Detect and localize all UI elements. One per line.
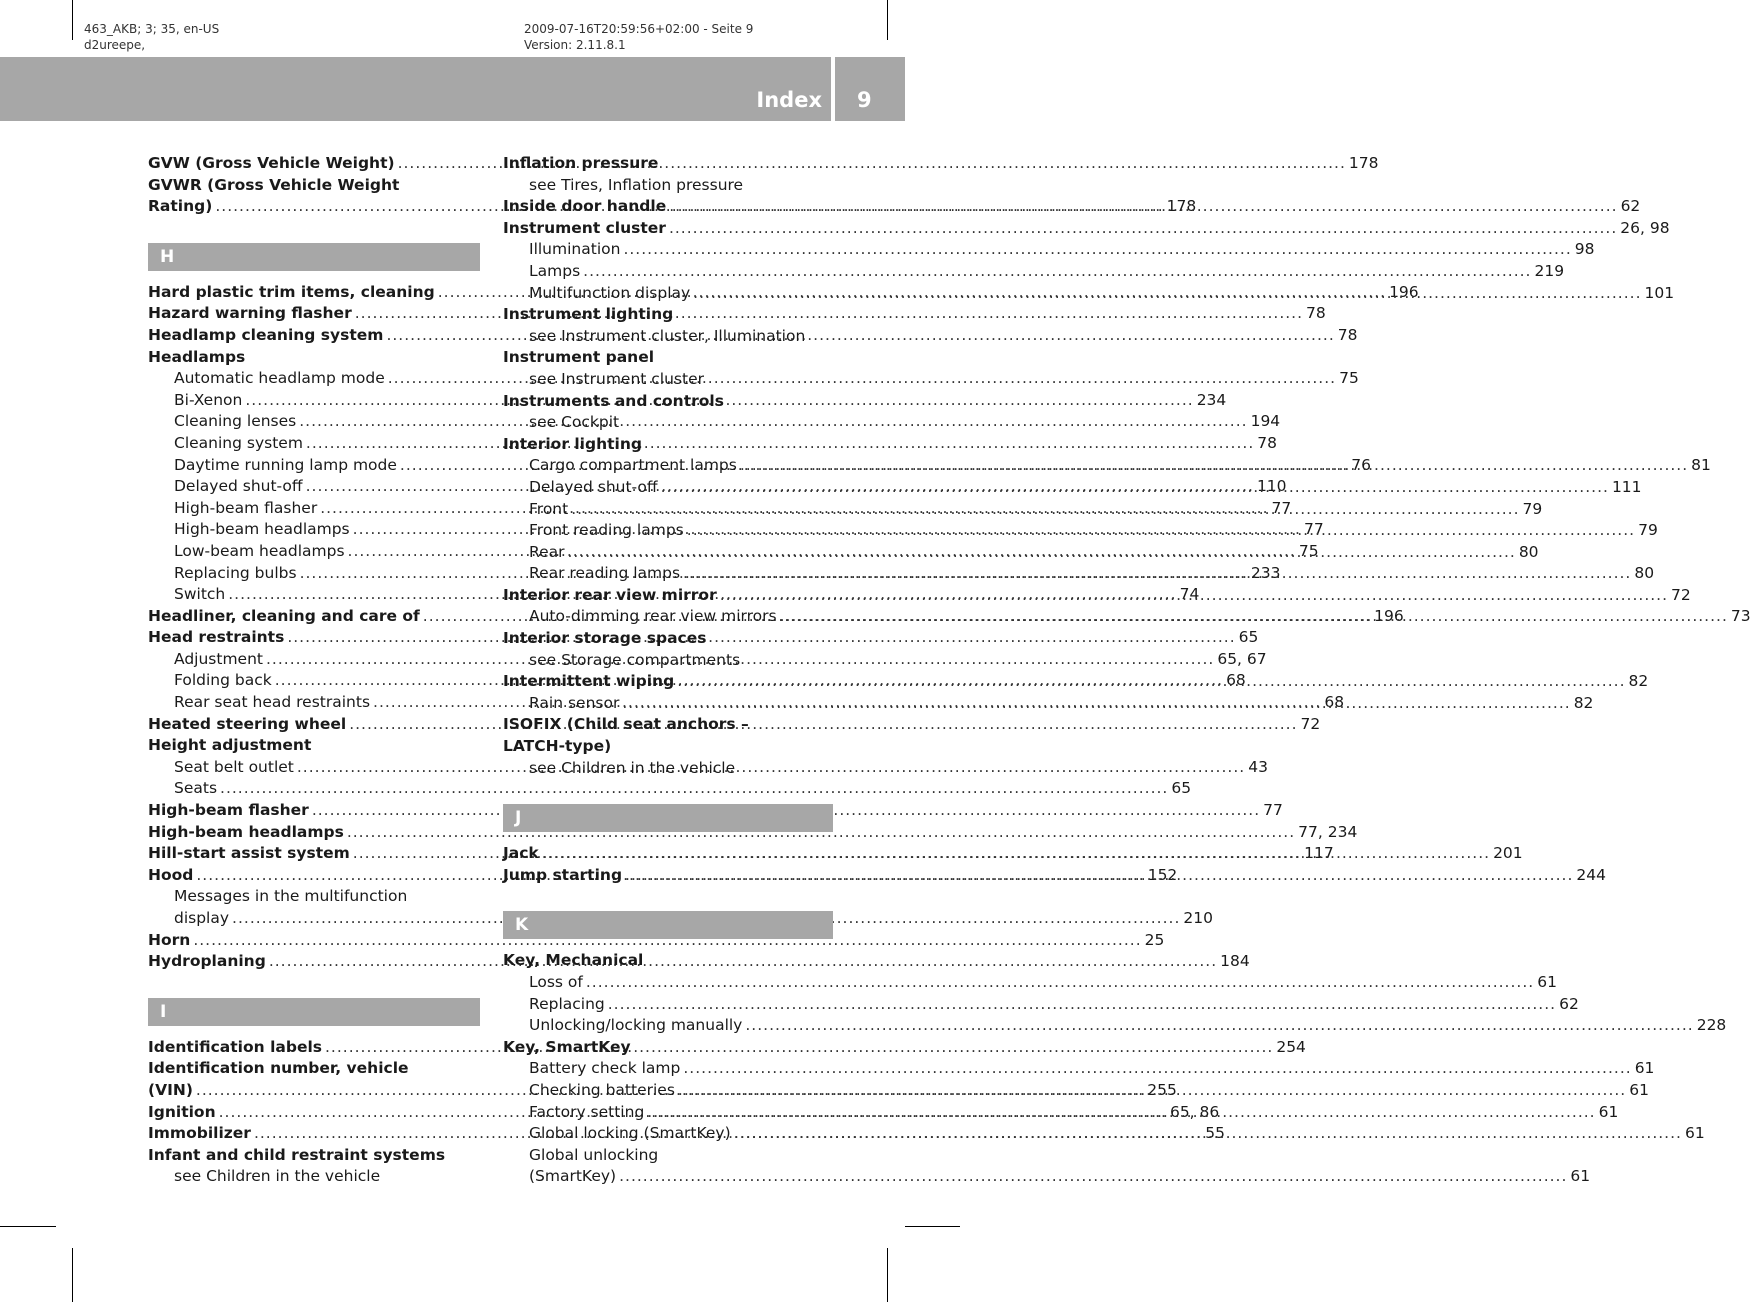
crop-mark — [887, 1248, 888, 1302]
index-entry-label: Infant and child restraint systems — [148, 1145, 446, 1164]
entry-term: Ignition — [148, 1102, 216, 1121]
entry-term: Illumination — [529, 240, 621, 259]
entry-term: Replacing bulbs — [174, 563, 297, 582]
entry-page: 62 — [1620, 197, 1641, 216]
index-entry-label: Key, Mechanical — [503, 951, 644, 970]
entry-term: Seats — [174, 779, 218, 798]
leader-dots — [669, 218, 1617, 240]
index-entry-label: Height adjustment — [148, 736, 312, 755]
leader-dots — [661, 477, 1609, 499]
entry-page: 194 — [1250, 412, 1281, 431]
entry-page: 77 — [1271, 498, 1292, 517]
index-entry-label: GVWR (Gross Vehicle Weight — [148, 175, 400, 194]
leader-dots — [683, 1058, 1631, 1080]
entry-term: Immobilizer — [148, 1124, 251, 1143]
entry-term: Headliner, cleaning and care of — [148, 606, 420, 625]
entry-term: Bi-Xenon — [174, 390, 243, 409]
index-subentry — [503, 1015, 1727, 1037]
entry-term: Rating) — [148, 197, 213, 216]
index-subentry — [148, 476, 1287, 498]
entry-term: Cleaning lenses — [174, 412, 297, 431]
index-subentry-label: see Children in the vehicle — [529, 758, 736, 777]
index-entry-label: ISOFIX (Child seat anchors – — [503, 715, 749, 734]
entry-page: 219 — [1534, 261, 1565, 280]
entry-page: 184 — [1220, 952, 1250, 971]
entry-page: 152 — [1147, 865, 1178, 884]
leader-dots — [669, 196, 1617, 218]
index-entry-label: Instrument lighting — [503, 305, 674, 324]
print-meta-right-2: Version: 2.11.8.1 — [524, 38, 626, 52]
leader-dots — [745, 1015, 1693, 1037]
entry-term: Adjustment — [174, 649, 263, 668]
index-subentry-label: see Cockpit — [529, 413, 620, 432]
index-subentry — [503, 994, 1579, 1016]
entry-term: Factory setting — [529, 1102, 645, 1121]
entry-page: 78 — [1306, 304, 1326, 323]
entry-page: 77, 234 — [1298, 822, 1358, 841]
entry-term: Seat belt outlet — [174, 757, 294, 776]
leader-dots — [608, 994, 1556, 1016]
crop-mark — [887, 0, 888, 40]
leader-dots — [586, 972, 1534, 994]
index-entry — [148, 930, 1165, 952]
leader-dots — [625, 865, 1573, 887]
entry-term: GVW (Gross Vehicle Weight) — [148, 154, 395, 172]
entry-page: 55 — [1205, 1124, 1225, 1143]
entry-page: 68 — [1226, 671, 1246, 690]
entry-term: Rear — [529, 542, 565, 561]
index-entry-label: LATCH-type) — [503, 737, 612, 756]
index-subentry-label: see Instrument cluster, Illumination — [529, 326, 806, 345]
leader-dots — [567, 542, 1515, 564]
leader-dots — [740, 455, 1688, 477]
entry-term: Cargo compartment lamps — [529, 456, 737, 475]
index-entry-label: Headlamps — [148, 347, 246, 366]
entry-term: Hard plastic trim items, cleaning — [148, 282, 435, 301]
entry-page: 234 — [1196, 390, 1227, 409]
letter-heading-j: J — [503, 804, 833, 832]
entry-term: High-beam flasher — [148, 801, 309, 820]
entry-page: 72 — [1300, 714, 1321, 733]
page-number: 9 — [857, 88, 872, 112]
leader-dots — [542, 843, 1490, 865]
entry-term: Identification labels — [148, 1037, 322, 1056]
entry-page: 110 — [1256, 477, 1287, 496]
entry-term: High-beam headlamps — [148, 822, 344, 841]
entry-term: High-beam headlamps — [174, 520, 350, 539]
leader-dots — [683, 563, 1631, 585]
entry-term: Jack — [503, 844, 539, 863]
letter-heading-h: H — [148, 243, 480, 271]
entry-page: 74 — [1179, 585, 1200, 604]
entry-term: Automatic headlamp mode — [174, 369, 385, 388]
entry-page: 76 — [1351, 455, 1371, 474]
entry-page: 61 — [1537, 973, 1557, 991]
entry-page: 43 — [1248, 757, 1268, 776]
entry-term: (SmartKey) — [529, 1167, 617, 1186]
entry-page: 78 — [1257, 433, 1277, 452]
entry-page: 111 — [1611, 477, 1642, 496]
entry-term: Head restraints — [148, 628, 285, 647]
entry-term: Multifunction display — [529, 283, 691, 302]
entry-page: 65, 67 — [1217, 649, 1267, 668]
entry-page: 79 — [1522, 499, 1543, 518]
index-subentry — [503, 972, 1557, 994]
entry-term: Unlocking/locking manually — [529, 1016, 743, 1035]
entry-term: Folding back — [174, 671, 272, 690]
entry-term: Front reading lamps — [529, 521, 684, 540]
header-separator — [831, 57, 835, 121]
index-entry-label: Identification number, vehicle — [148, 1059, 409, 1078]
entry-term: Instrument cluster — [503, 218, 666, 237]
print-meta-right-1: 2009-07-16T20:59:56+02:00 - Seite 9 — [524, 22, 754, 36]
entry-term: Checking batteries — [529, 1080, 675, 1099]
entry-term: High-beam flasher — [174, 498, 318, 517]
entry-term: Intermittent wiping — [503, 672, 675, 691]
entry-page: 75 — [1339, 369, 1359, 388]
index-entry-label: Interior storage spaces — [503, 629, 707, 648]
entry-page: 78 — [1337, 325, 1358, 344]
entry-page: 79 — [1638, 521, 1658, 540]
leader-dots — [720, 585, 1668, 607]
print-meta-left-1: 463_AKB; 3; 35, en-US — [84, 22, 220, 36]
entry-term: (VIN) — [148, 1080, 193, 1099]
index-subentry — [503, 239, 1595, 261]
crop-mark — [905, 1226, 960, 1227]
leader-dots — [619, 1166, 1567, 1188]
entry-page: 210 — [1183, 909, 1213, 927]
index-entry-label: Key, SmartKey — [503, 1037, 631, 1056]
entry-term: display — [174, 909, 230, 927]
entry-page: 255 — [1147, 1080, 1177, 1099]
entry-term: Interior rear view mirror — [503, 585, 717, 604]
entry-page: 72 — [1671, 585, 1691, 604]
crop-mark — [72, 1248, 73, 1302]
leader-dots — [677, 671, 1625, 693]
entry-term: Auto-dimming rear view mirrors — [529, 607, 777, 626]
index-entry — [148, 822, 1358, 844]
entry-page: 61 — [1684, 1124, 1705, 1143]
entry-term: Headlamp cleaning system — [148, 325, 384, 344]
crop-mark — [0, 1226, 56, 1227]
entry-page: 98 — [1574, 240, 1595, 259]
index-subentry-label: Messages in the multifunction — [174, 887, 408, 906]
leader-dots — [780, 606, 1728, 628]
entry-term: Jump starting — [503, 865, 623, 884]
entry-page: 101 — [1644, 283, 1675, 302]
entry-term: Low-beam headlamps — [174, 541, 345, 560]
index-subentry-label: see Tires, Inflation pressure — [529, 175, 744, 194]
entry-term: Inside door handle — [503, 197, 667, 216]
leader-dots — [647, 1102, 1595, 1124]
index-subentry — [148, 908, 1213, 930]
entry-term: Lamps — [529, 261, 581, 280]
leader-dots — [583, 261, 1531, 283]
index-entry-label: Instruments and controls — [503, 391, 724, 410]
index-subentry — [503, 1166, 1591, 1188]
index-subentry — [503, 1058, 1655, 1080]
letter-heading-i: I — [148, 998, 480, 1026]
entry-term: Replacing — [529, 994, 605, 1013]
entry-page: 228 — [1696, 1016, 1727, 1035]
entry-page: 61 — [1629, 1080, 1649, 1099]
index-subentry-label: see Instrument cluster — [529, 369, 704, 388]
entry-page: 254 — [1276, 1037, 1306, 1056]
entry-page: 62 — [1559, 994, 1579, 1013]
entry-page: 65, 86 — [1169, 1102, 1220, 1121]
leader-dots — [687, 520, 1635, 542]
entry-term: Rear reading lamps — [529, 564, 681, 583]
entry-page: 75 — [1298, 541, 1319, 560]
entry-page: 61 — [1634, 1059, 1655, 1078]
entry-term: Horn — [148, 930, 191, 949]
entry-page: 80 — [1634, 564, 1655, 583]
index-subentry — [503, 261, 1565, 283]
entry-page: 68 — [1324, 693, 1345, 712]
entry-page: 65 — [1238, 628, 1259, 647]
letter-heading-k: K — [503, 911, 833, 939]
entry-term: Hill-start assist system — [148, 844, 350, 863]
leader-dots — [734, 1123, 1682, 1145]
entry-term: Switch — [174, 585, 226, 604]
entry-page: 82 — [1573, 693, 1594, 712]
entry-page: 117 — [1304, 844, 1334, 863]
entry-page: 196 — [1374, 606, 1404, 625]
section-title: Index — [756, 88, 822, 112]
print-meta-left-2: d2ureepe, — [84, 38, 146, 52]
entry-page: 61 — [1598, 1102, 1619, 1121]
entry-page: 25 — [1144, 930, 1165, 949]
entry-term: Rear seat head restraints — [174, 693, 371, 712]
entry-page: 61 — [1570, 1167, 1591, 1186]
index-subentry — [148, 778, 1192, 800]
entry-page: 80 — [1518, 542, 1539, 561]
entry-page: 201 — [1493, 844, 1523, 863]
entry-page: 77 — [1303, 520, 1324, 539]
index-entry-label: Instrument panel — [503, 348, 655, 367]
entry-page: 178 — [1348, 154, 1379, 172]
entry-page: 196 — [1389, 282, 1419, 301]
entry-page: 73 — [1730, 607, 1751, 626]
entry-term: Delayed shut-off — [174, 477, 303, 496]
entry-page: 82 — [1628, 672, 1649, 691]
crop-mark — [72, 0, 73, 40]
entry-page: 77 — [1263, 801, 1283, 820]
entry-page: 81 — [1691, 456, 1711, 475]
entry-page: 233 — [1250, 563, 1281, 582]
entry-page: 26, 98 — [1620, 218, 1670, 237]
entry-term: Delayed shut-off — [529, 477, 658, 496]
entry-term: Global locking (SmartKey) — [529, 1124, 731, 1143]
entry-page: 178 — [1166, 197, 1197, 216]
entry-page: 244 — [1576, 865, 1606, 884]
entry-term: Heated steering wheel — [148, 714, 347, 733]
entry-term: Rain sensor — [529, 693, 620, 712]
index-subentry-label: see Storage compartments — [529, 650, 741, 669]
leader-dots — [623, 239, 1571, 261]
entry-term: Front — [529, 499, 569, 518]
entry-term: Cleaning system — [174, 433, 303, 452]
entry-page: 65 — [1171, 779, 1192, 798]
entry-term: Hazard warning flasher — [148, 304, 352, 323]
index-entry — [148, 800, 1283, 822]
index-subentry-label: see Children in the vehicle — [174, 1167, 381, 1186]
entry-term: Hood — [148, 865, 194, 884]
entry-term: Loss of — [529, 973, 583, 991]
leader-dots — [571, 499, 1519, 521]
entry-term: Hydroplaning — [148, 952, 266, 971]
entry-term: Daytime running lamp mode — [174, 455, 397, 474]
index-subentry-label: Global unlocking — [529, 1145, 659, 1164]
index-entry — [503, 218, 1670, 240]
index-entry-label: Inflation pressure — [503, 154, 659, 172]
leader-dots — [622, 693, 1570, 715]
leader-dots — [678, 1080, 1626, 1102]
index-entry-label: Interior lighting — [503, 434, 642, 453]
leader-dots — [693, 283, 1641, 305]
entry-term: Battery check lamp — [529, 1059, 681, 1078]
